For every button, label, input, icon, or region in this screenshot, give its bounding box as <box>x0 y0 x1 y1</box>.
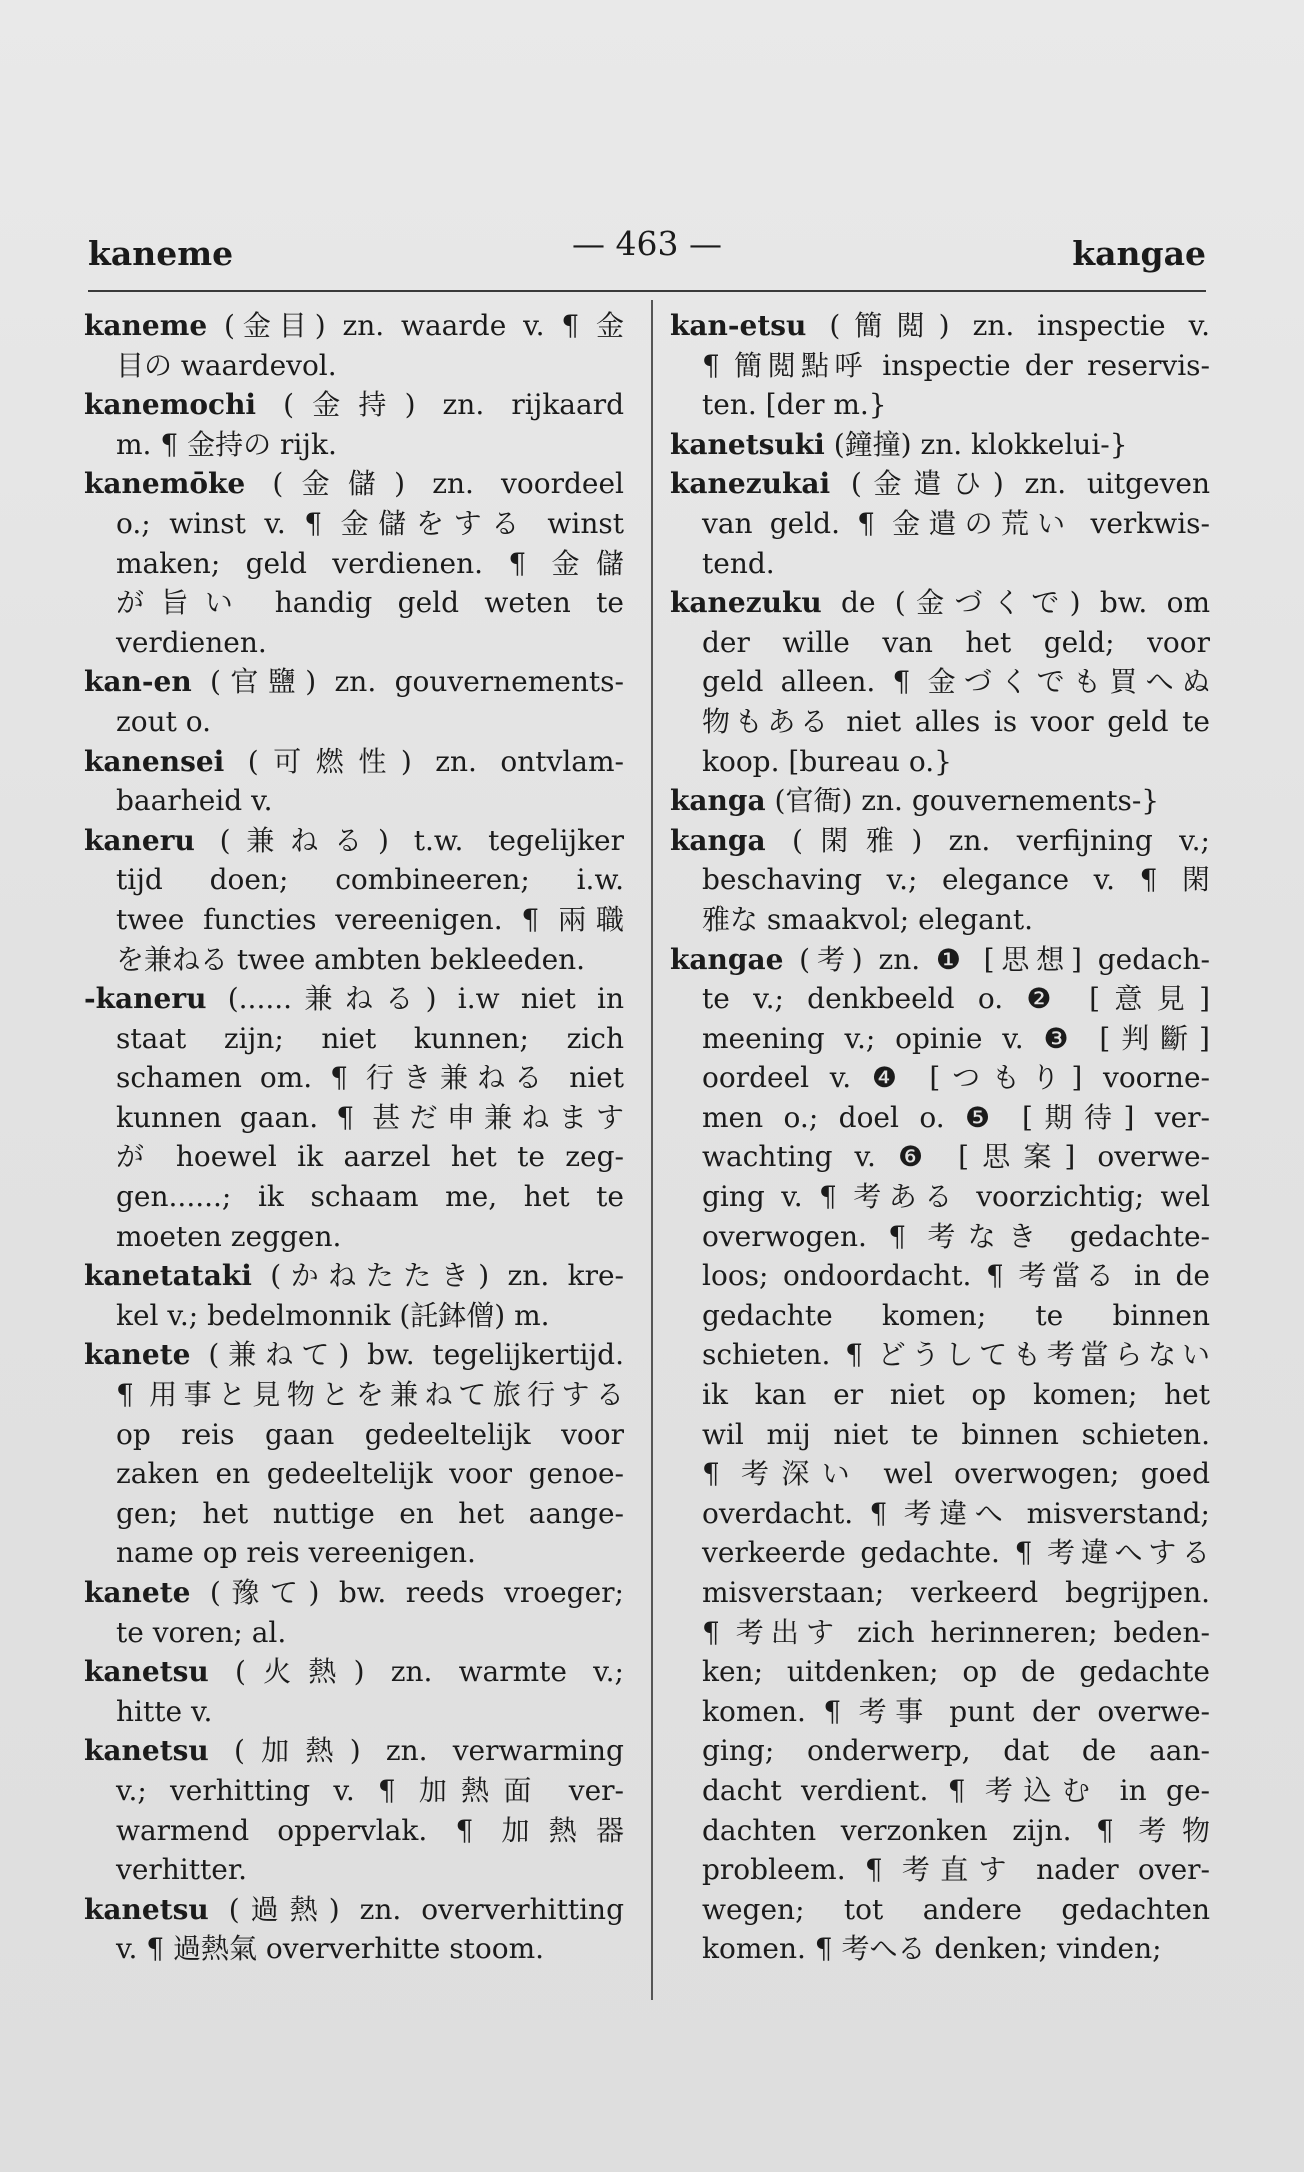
entry-continuation-line: v. ¶ 過熱氣 oververhitte stoom. <box>116 1932 545 1966</box>
entry-continuation-line: komen. ¶ 考へる denken; vinden; <box>702 1932 1162 1966</box>
entry-continuation-line: o.; winst v. ¶ 金儲をする winst <box>116 506 624 540</box>
entry-continuation-line: ten. [der m.} <box>702 388 887 422</box>
entry-headword-line: kanezuku de (金づくで) bw. om <box>670 586 1210 620</box>
entry-continuation-line: wil mij niet te binnen schieten. <box>702 1417 1210 1451</box>
entry-continuation-line: tend. <box>702 546 775 580</box>
entry-continuation-line: van geld. ¶ 金遣の荒い verkwis- <box>702 506 1210 540</box>
entry-continuation-line: ¶ 考深い wel overwogen; goed <box>702 1457 1210 1491</box>
entry-headword-line: kanetsuki (鐘撞) zn. klokkelui-} <box>670 427 1128 461</box>
entry-continuation-line: verdienen. <box>116 625 267 659</box>
entry-continuation-line: dachten verzonken zijn. ¶ 考物 <box>702 1813 1210 1847</box>
entry-continuation-line: verhitter. <box>116 1853 248 1887</box>
entry-continuation-line: koop. [bureau o.} <box>702 744 952 778</box>
header-rule <box>88 290 1206 292</box>
entry-continuation-line: v.; verhitting v. ¶ 加熱面 ver- <box>116 1773 624 1807</box>
entry-continuation-line: probleem. ¶ 考直す nader over- <box>702 1853 1210 1887</box>
entry-continuation-line: te v.; denkbeeld o. ❷ [意見] <box>702 982 1210 1016</box>
entry-continuation-line: zout o. <box>116 704 212 738</box>
entry-continuation-line: gen......; ik schaam me, het te <box>116 1180 624 1214</box>
entry-continuation-line: zaken en gedeeltelijk voor genoe- <box>116 1457 624 1491</box>
entry-continuation-line: dacht verdient. ¶ 考込む in ge- <box>702 1773 1210 1807</box>
entry-headword-line: kanensei (可燃性) zn. ontvlam- <box>84 744 624 778</box>
entry-headword-line: -kaneru (......兼ねる) i.w niet in <box>84 982 624 1016</box>
entry-continuation-line: overdacht. ¶ 考違へ misverstand; <box>702 1496 1210 1530</box>
entry-continuation-line: baarheid v. <box>116 784 273 818</box>
entry-headword-line: kanete (兼ねて) bw. tegelijkertijd. <box>84 1338 624 1372</box>
entry-continuation-line: oordeel v. ❹ [つもり] voorne- <box>702 1061 1210 1095</box>
entry-continuation-line: geld alleen. ¶ 金づくでも買へぬ <box>702 665 1210 699</box>
running-head <box>88 220 1206 276</box>
entry-headword-line: kanetsu (加熱) zn. verwarming <box>84 1734 624 1768</box>
entry-continuation-line: verkeerde gedachte. ¶ 考違へする <box>702 1536 1210 1570</box>
entry-continuation-line: ¶ 用事と見物とを兼ねて旅行する <box>116 1378 624 1412</box>
entry-continuation-line: te voren; al. <box>116 1615 287 1649</box>
entry-headword-line: kanezukai (金遣ひ) zn. uitgeven <box>670 467 1210 501</box>
entry-headword-line: kaneme (金目) zn. waarde v. ¶ 金 <box>84 309 624 342</box>
entry-continuation-line: wachting v. ❻ [思案] overwe- <box>702 1140 1210 1174</box>
entry-continuation-line: が hoewel ik aarzel het te zeg- <box>116 1140 624 1174</box>
entry-continuation-line: を兼ねる twee ambten bekleeden. <box>116 942 586 976</box>
entry-continuation-line: ging; onderwerp, dat de aan- <box>702 1734 1210 1768</box>
entry-continuation-line: ¶ 簡閲點呼 inspectie der reservis- <box>702 348 1210 382</box>
entry-continuation-line: beschaving v.; elegance v. ¶ 閑 <box>702 863 1210 897</box>
entry-headword-line: kanemōke (金儲) zn. voordeel <box>84 467 624 501</box>
entry-continuation-line: men o.; doel o. ❺ [期待] ver- <box>702 1100 1210 1134</box>
entry-continuation-line: が旨い handig geld weten te <box>116 586 624 620</box>
entry-continuation-line: ik kan er niet op komen; het <box>702 1378 1210 1412</box>
column-divider <box>651 300 653 2000</box>
entry-continuation-line: moeten zeggen. <box>116 1219 342 1253</box>
entry-continuation-line: der wille van het geld; voor <box>702 625 1210 659</box>
entry-continuation-line: tijd doen; combineeren; i.w. <box>116 863 624 897</box>
entry-headword-line: kanga (閑雅) zn. verfijning v.; <box>670 823 1210 857</box>
entry-continuation-line: schieten. ¶ どうしても考當らない <box>702 1338 1210 1372</box>
entry-headword-line: kan-etsu (簡閲) zn. inspectie v. <box>670 309 1210 342</box>
entry-continuation-line: loos; ondoordacht. ¶ 考當る in de <box>702 1259 1210 1293</box>
entry-continuation-line: schamen om. ¶ 行き兼ねる niet <box>116 1061 624 1095</box>
entry-continuation-line: ging v. ¶ 考ある voorzichtig; wel <box>702 1180 1210 1214</box>
entry-continuation-line: gedachte komen; te binnen <box>702 1298 1210 1332</box>
entry-continuation-line: maken; geld verdienen. ¶ 金儲 <box>116 546 624 580</box>
entry-continuation-line: gen; het nuttige en het aange- <box>116 1496 624 1530</box>
entry-continuation-line: staat zijn; niet kunnen; zich <box>116 1021 624 1055</box>
entry-headword-line: kanetsu (過熱) zn. oververhitting <box>84 1892 624 1926</box>
entry-continuation-line: wegen; tot andere gedachten <box>702 1892 1210 1926</box>
entry-headword-line: kanga (官衙) zn. gouvernements-} <box>670 784 1160 818</box>
page-number: — 463 — <box>572 224 722 263</box>
entry-continuation-line: kunnen gaan. ¶ 甚だ申兼ねます <box>116 1100 624 1134</box>
entry-continuation-line: hitte v. <box>116 1694 213 1728</box>
entry-continuation-line: 雅な smaakvol; elegant. <box>702 902 1034 936</box>
entry-headword-line: kanete (豫て) bw. reeds vroeger; <box>84 1576 624 1609</box>
entry-continuation-line: ¶ 考出す zich herinneren; beden- <box>702 1615 1210 1649</box>
entry-headword-line: kan-en (官鹽) zn. gouvernements- <box>84 665 624 699</box>
entry-continuation-line: 目の waardevol. <box>116 348 337 382</box>
entry-continuation-line: kel v.; bedelmonnik (託鉢僧) m. <box>116 1298 550 1332</box>
entry-continuation-line: ken; uitdenken; op de gedachte <box>702 1655 1210 1689</box>
entry-continuation-line: name op reis vereenigen. <box>116 1536 476 1570</box>
right-guide-word: kangae <box>1072 234 1206 273</box>
left-column <box>84 306 624 1969</box>
entry-continuation-line: m. ¶ 金持の rijk. <box>116 427 337 461</box>
entry-headword-line: kanemochi (金持) zn. rijkaard <box>84 388 624 422</box>
entry-continuation-line: komen. ¶ 考事 punt der overwe- <box>702 1694 1210 1728</box>
entry-continuation-line: 物もある niet alles is voor geld te <box>702 704 1210 738</box>
entry-headword-line: kanetsu (火熱) zn. warmte v.; <box>84 1655 624 1689</box>
entry-headword-line: kangae (考) zn. ❶ [思想] gedach- <box>670 942 1210 976</box>
entry-continuation-line: misverstaan; verkeerd begrijpen. <box>702 1576 1210 1609</box>
entry-continuation-line: twee functies vereenigen. ¶ 兩職 <box>116 902 624 936</box>
entry-headword-line: kanetataki (かねたたき) zn. kre- <box>84 1259 624 1293</box>
entry-continuation-line: warmend oppervlak. ¶ 加熱器 <box>116 1813 624 1847</box>
right-column <box>670 306 1210 1969</box>
entry-headword-line: kaneru (兼ねる) t.w. tegelijker <box>84 823 624 857</box>
entry-continuation-line: meening v.; opinie v. ❸ [判斷] <box>702 1021 1210 1055</box>
left-guide-word: kaneme <box>88 234 234 273</box>
entry-continuation-line: overwogen. ¶ 考なき gedachte- <box>702 1219 1210 1253</box>
entry-continuation-line: op reis gaan gedeeltelijk voor <box>116 1417 624 1451</box>
